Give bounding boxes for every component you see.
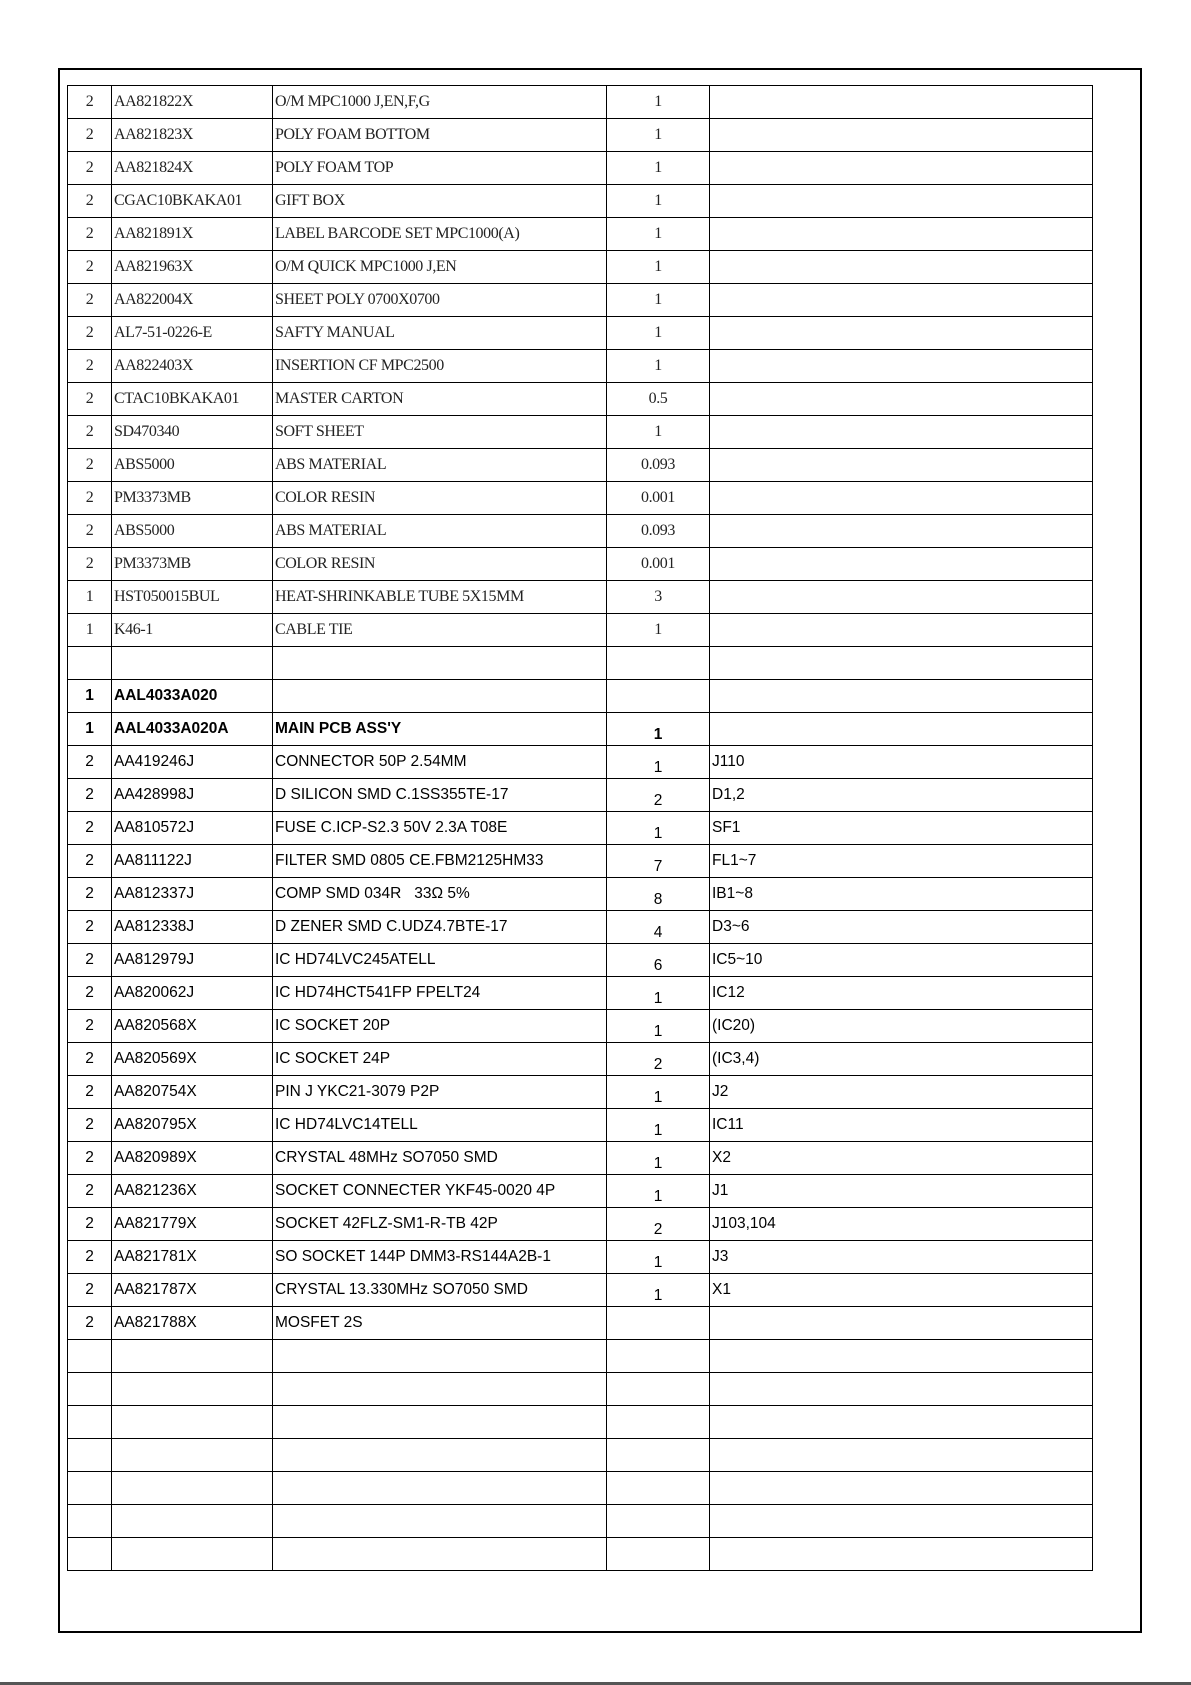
table-row [68,1043,1093,1076]
table-row [68,383,1093,416]
part-number-cell: AA820569X [112,1043,273,1076]
table-row [68,1076,1093,1109]
part-number-cell: AAL4033A020 [112,680,273,713]
quantity-cell [607,1406,710,1439]
location-cell: FL1~7 [710,845,1093,878]
level-cell [68,1373,112,1406]
location-cell [710,284,1093,317]
description-cell: GIFT BOX [273,185,607,218]
description-cell: FUSE C.ICP-S2.3 50V 2.3A T08E [273,812,607,845]
table-row [68,1340,1093,1373]
location-cell [710,1373,1093,1406]
table-row [68,251,1093,284]
table-row [68,119,1093,152]
level-cell: 2 [68,1043,112,1076]
location-cell [710,1505,1093,1538]
part-number-cell: AA821963X [112,251,273,284]
description-cell: LABEL BARCODE SET MPC1000(A) [273,218,607,251]
level-cell: 2 [68,317,112,350]
level-cell: 2 [68,548,112,581]
location-cell: X1 [710,1274,1093,1307]
quantity-cell: 1 [607,185,710,218]
part-number-cell: AA821822X [112,86,273,119]
quantity-cell: 1 [607,152,710,185]
level-cell: 2 [68,977,112,1010]
level-cell [68,1439,112,1472]
description-cell: CABLE TIE [273,614,607,647]
part-number-cell: ABS5000 [112,449,273,482]
part-number-cell [112,1373,273,1406]
part-number-cell: AA820989X [112,1142,273,1175]
location-cell: D1,2 [710,779,1093,812]
part-number-cell: K46-1 [112,614,273,647]
level-cell [68,1472,112,1505]
part-number-cell: HST050015BUL [112,581,273,614]
level-cell: 2 [68,251,112,284]
part-number-cell [112,1406,273,1439]
quantity-cell: 2 [607,1208,710,1241]
location-cell [710,515,1093,548]
quantity-cell: 1 [607,713,710,746]
table-row [68,746,1093,779]
location-cell [710,185,1093,218]
table-row [68,86,1093,119]
quantity-cell [607,1373,710,1406]
part-number-cell: AA820062J [112,977,273,1010]
part-number-cell: AA419246J [112,746,273,779]
level-cell: 2 [68,1241,112,1274]
table-row [68,1406,1093,1439]
location-cell [710,1538,1093,1571]
level-cell: 2 [68,1208,112,1241]
level-cell: 1 [68,614,112,647]
table-row [68,779,1093,812]
table-row [68,614,1093,647]
location-cell: IC11 [710,1109,1093,1142]
location-cell [710,350,1093,383]
level-cell [68,1406,112,1439]
level-cell: 2 [68,1307,112,1340]
part-number-cell: AAL4033A020A [112,713,273,746]
quantity-cell: 1 [607,812,710,845]
part-number-cell [112,1538,273,1571]
bom-table-body [68,86,1093,1571]
description-cell: SOCKET CONNECTER YKF45-0020 4P [273,1175,607,1208]
location-cell: J3 [710,1241,1093,1274]
location-cell: J103,104 [710,1208,1093,1241]
description-cell [273,1340,607,1373]
level-cell: 2 [68,845,112,878]
part-number-cell: AA821823X [112,119,273,152]
description-cell: IC HD74LVC14TELL [273,1109,607,1142]
part-number-cell: AL7-51-0226-E [112,317,273,350]
location-cell [710,647,1093,680]
part-number-cell: AA810572J [112,812,273,845]
part-number-cell: AA812337J [112,878,273,911]
description-cell: PIN J YKC21-3079 P2P [273,1076,607,1109]
part-number-cell: AA812338J [112,911,273,944]
location-cell [710,251,1093,284]
table-row [68,548,1093,581]
part-number-cell: AA811122J [112,845,273,878]
location-cell [710,449,1093,482]
part-number-cell: AA822004X [112,284,273,317]
description-cell: COMP SMD 034R 33Ω 5% [273,878,607,911]
location-cell [710,548,1093,581]
level-cell [68,647,112,680]
part-number-cell: CTAC10BKAKA01 [112,383,273,416]
level-cell: 2 [68,1076,112,1109]
quantity-cell: 1 [607,1142,710,1175]
table-row [68,1109,1093,1142]
location-cell: SF1 [710,812,1093,845]
quantity-cell: 4 [607,911,710,944]
description-cell: CRYSTAL 48MHz SO7050 SMD [273,1142,607,1175]
quantity-cell [607,1439,710,1472]
description-cell: SHEET POLY 0700X0700 [273,284,607,317]
description-cell: IC SOCKET 24P [273,1043,607,1076]
location-cell [710,86,1093,119]
quantity-cell [607,647,710,680]
level-cell: 2 [68,1274,112,1307]
location-cell [710,1340,1093,1373]
table-row [68,680,1093,713]
description-cell: HEAT-SHRINKABLE TUBE 5X15MM [273,581,607,614]
quantity-cell: 1 [607,1274,710,1307]
location-cell [710,713,1093,746]
level-cell [68,1505,112,1538]
description-cell: ABS MATERIAL [273,515,607,548]
location-cell: J1 [710,1175,1093,1208]
level-cell [68,1538,112,1571]
table-row [68,878,1093,911]
description-cell: POLY FOAM BOTTOM [273,119,607,152]
description-cell: IC HD74HCT541FP FPELT24 [273,977,607,1010]
table-row [68,1373,1093,1406]
quantity-cell [607,1505,710,1538]
table-row [68,1175,1093,1208]
description-cell: COLOR RESIN [273,482,607,515]
level-cell: 2 [68,812,112,845]
table-row [68,944,1093,977]
description-cell: SAFTY MANUAL [273,317,607,350]
part-number-cell: AA821824X [112,152,273,185]
table-row [68,482,1093,515]
part-number-cell: AA821779X [112,1208,273,1241]
table-row [68,152,1093,185]
table-row [68,515,1093,548]
part-number-cell: AA812979J [112,944,273,977]
quantity-cell [607,1538,710,1571]
quantity-cell: 0.093 [607,449,710,482]
level-cell: 2 [68,350,112,383]
level-cell: 1 [68,581,112,614]
table-row [68,317,1093,350]
table-row [68,812,1093,845]
level-cell: 2 [68,1175,112,1208]
location-cell [710,152,1093,185]
quantity-cell: 1 [607,1241,710,1274]
part-number-cell: AA821788X [112,1307,273,1340]
quantity-cell: 2 [607,1043,710,1076]
table-row [68,218,1093,251]
location-cell [710,1307,1093,1340]
quantity-cell [607,1472,710,1505]
description-cell [273,647,607,680]
level-cell: 2 [68,1109,112,1142]
description-cell [273,1373,607,1406]
quantity-cell: 1 [607,251,710,284]
level-cell: 2 [68,152,112,185]
description-cell: COLOR RESIN [273,548,607,581]
part-number-cell: PM3373MB [112,482,273,515]
level-cell: 1 [68,713,112,746]
table-row [68,185,1093,218]
part-number-cell: AA822403X [112,350,273,383]
quantity-cell: 1 [607,317,710,350]
level-cell [68,1340,112,1373]
part-number-cell: ABS5000 [112,515,273,548]
level-cell: 2 [68,449,112,482]
quantity-cell: 1 [607,119,710,152]
part-number-cell [112,1472,273,1505]
location-cell [710,614,1093,647]
location-cell: X2 [710,1142,1093,1175]
part-number-cell: AA821236X [112,1175,273,1208]
description-cell: MASTER CARTON [273,383,607,416]
location-cell: D3~6 [710,911,1093,944]
location-cell [710,416,1093,449]
location-cell [710,680,1093,713]
location-cell [710,1406,1093,1439]
table-row [68,1142,1093,1175]
location-cell: J2 [710,1076,1093,1109]
location-cell [710,581,1093,614]
quantity-cell: 2 [607,779,710,812]
table-row [68,581,1093,614]
location-cell [710,317,1093,350]
description-cell: CONNECTOR 50P 2.54MM [273,746,607,779]
part-number-cell: SD470340 [112,416,273,449]
part-number-cell: AA821787X [112,1274,273,1307]
part-number-cell [112,647,273,680]
location-cell [710,1472,1093,1505]
level-cell: 2 [68,86,112,119]
description-cell: ABS MATERIAL [273,449,607,482]
part-number-cell: PM3373MB [112,548,273,581]
level-cell: 1 [68,680,112,713]
quantity-cell: 1 [607,1076,710,1109]
description-cell: SOFT SHEET [273,416,607,449]
quantity-cell: 1 [607,977,710,1010]
table-row [68,647,1093,680]
table-row [68,1538,1093,1571]
part-number-cell: AA820568X [112,1010,273,1043]
description-cell: FILTER SMD 0805 CE.FBM2125HM33 [273,845,607,878]
location-cell: IB1~8 [710,878,1093,911]
description-cell: MAIN PCB ASS'Y [273,713,607,746]
description-cell: SOCKET 42FLZ-SM1-R-TB 42P [273,1208,607,1241]
part-number-cell: CGAC10BKAKA01 [112,185,273,218]
location-cell [710,218,1093,251]
table-row [68,350,1093,383]
table-row [68,911,1093,944]
table-row [68,713,1093,746]
table-row [68,1439,1093,1472]
level-cell: 2 [68,218,112,251]
description-cell: D SILICON SMD C.1SS355TE-17 [273,779,607,812]
quantity-cell [607,1340,710,1373]
quantity-cell [607,680,710,713]
description-cell: IC HD74LVC245ATELL [273,944,607,977]
table-row [68,1241,1093,1274]
quantity-cell: 1 [607,416,710,449]
level-cell: 2 [68,119,112,152]
part-number-cell: AA821891X [112,218,273,251]
location-cell [710,119,1093,152]
description-cell: MOSFET 2S [273,1307,607,1340]
table-row [68,845,1093,878]
description-cell [273,1406,607,1439]
level-cell: 2 [68,1142,112,1175]
quantity-cell: 1 [607,1010,710,1043]
table-row [68,284,1093,317]
table-row [68,1208,1093,1241]
quantity-cell: 1 [607,350,710,383]
description-cell: INSERTION CF MPC2500 [273,350,607,383]
table-row [68,1307,1093,1340]
description-cell: IC SOCKET 20P [273,1010,607,1043]
description-cell [273,1538,607,1571]
table-row [68,1010,1093,1043]
quantity-cell: 0.093 [607,515,710,548]
quantity-cell: 1 [607,86,710,119]
level-cell: 2 [68,416,112,449]
part-number-cell: AA820754X [112,1076,273,1109]
location-cell [710,482,1093,515]
description-cell [273,1472,607,1505]
description-cell: O/M QUICK MPC1000 J,EN [273,251,607,284]
part-number-cell: AA820795X [112,1109,273,1142]
level-cell: 2 [68,185,112,218]
description-cell: D ZENER SMD C.UDZ4.7BTE-17 [273,911,607,944]
quantity-cell: 8 [607,878,710,911]
level-cell: 2 [68,746,112,779]
description-cell: POLY FOAM TOP [273,152,607,185]
level-cell: 2 [68,944,112,977]
part-number-cell: AA428998J [112,779,273,812]
quantity-cell: 1 [607,1109,710,1142]
location-cell: J110 [710,746,1093,779]
level-cell: 2 [68,284,112,317]
bom-table [67,85,1093,1571]
quantity-cell [607,1307,710,1340]
description-cell [273,1505,607,1538]
description-cell [273,1439,607,1472]
description-cell: SO SOCKET 144P DMM3-RS144A2B-1 [273,1241,607,1274]
part-number-cell [112,1340,273,1373]
quantity-cell: 1 [607,746,710,779]
quantity-cell: 1 [607,1175,710,1208]
quantity-cell: 0.001 [607,482,710,515]
level-cell: 2 [68,911,112,944]
level-cell: 2 [68,482,112,515]
level-cell: 2 [68,515,112,548]
level-cell: 2 [68,878,112,911]
quantity-cell: 1 [607,614,710,647]
location-cell [710,1439,1093,1472]
table-row [68,1472,1093,1505]
quantity-cell: 6 [607,944,710,977]
location-cell: (IC20) [710,1010,1093,1043]
location-cell: (IC3,4) [710,1043,1093,1076]
description-cell [273,680,607,713]
description-cell: O/M MPC1000 J,EN,F,G [273,86,607,119]
table-row [68,977,1093,1010]
quantity-cell: 0.001 [607,548,710,581]
part-number-cell [112,1439,273,1472]
quantity-cell: 1 [607,284,710,317]
quantity-cell: 7 [607,845,710,878]
location-cell: IC5~10 [710,944,1093,977]
location-cell: IC12 [710,977,1093,1010]
part-number-cell: AA821781X [112,1241,273,1274]
level-cell: 2 [68,779,112,812]
quantity-cell: 1 [607,218,710,251]
description-cell: CRYSTAL 13.330MHz SO7050 SMD [273,1274,607,1307]
location-cell [710,383,1093,416]
quantity-cell: 0.5 [607,383,710,416]
table-row [68,416,1093,449]
level-cell: 2 [68,1010,112,1043]
quantity-cell: 3 [607,581,710,614]
table-row [68,449,1093,482]
part-number-cell [112,1505,273,1538]
table-row [68,1505,1093,1538]
table-row [68,1274,1093,1307]
level-cell: 2 [68,383,112,416]
